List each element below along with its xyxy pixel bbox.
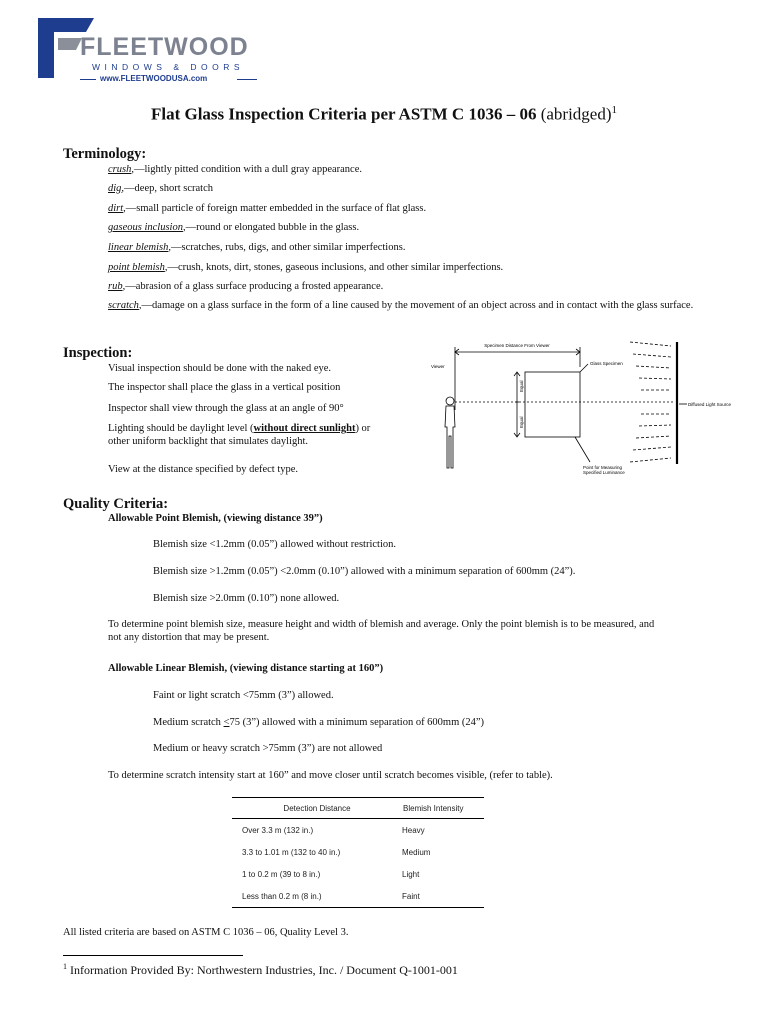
title-suffix: (abridged) — [540, 104, 612, 124]
title-footnote-mark: 1 — [611, 104, 618, 116]
term-definition: ,—scratches, rubs, digs, and other similar imperfections. — [168, 242, 406, 253]
term-entry — [108, 281, 708, 293]
table-row — [232, 841, 484, 863]
term-definition: ,—deep, short scratch — [121, 183, 213, 194]
term-definition: ,—abrasion of a glass surface producing a frosted appearance. — [122, 281, 384, 292]
term-name: dirt — [108, 203, 124, 214]
term-entry — [108, 242, 708, 254]
table-cell: 1 to 0.2 m (39 to 8 in.) — [242, 869, 321, 879]
lighting-text-emphasis: without direct sunlight — [253, 423, 356, 434]
point-note-line-1: To determine point blemish size, measure height and width of blemish and average. Only the point blemish is to be measured, and — [108, 619, 655, 630]
term-definition: ,—small particle of foreign matter embedded in the surface of flat glass. — [123, 203, 427, 214]
diagram-diffused-light: Diffused Light Source — [688, 402, 731, 407]
term-entry — [108, 203, 708, 215]
inspection-line-4 — [108, 422, 370, 435]
company-logo — [36, 14, 268, 82]
lighting-text-pre: Lighting should be daylight level ( — [108, 423, 254, 434]
footnote-mark: 1 — [63, 962, 67, 971]
diagram-equal-top: Equal — [519, 380, 524, 392]
lighting-text-post: ) or — [355, 423, 371, 434]
table-cell: Heavy — [402, 825, 425, 835]
term-name: dig — [108, 183, 122, 194]
logo-rule-right — [237, 79, 257, 80]
point-rule: Blemish size >1.2mm (0.05”) <2.0mm (0.10”) allowed with a minimum separation of 600mm (24”). — [153, 566, 576, 577]
diagram-specimen-distance: Specimen Distance From Viewer — [484, 343, 550, 348]
table-cell: Light — [402, 869, 420, 879]
table-header-row — [232, 798, 484, 819]
inspection-line-2: The inspector shall place the glass in a vertical position — [108, 382, 341, 393]
footnote — [63, 962, 458, 978]
logo-website[interactable]: www.FLEETWOODUSA.com — [100, 74, 208, 83]
scratch-note: To determine scratch intensity start at 160” and move closer until scratch becomes visible, (refer to table). — [108, 770, 553, 781]
table-row — [232, 819, 484, 842]
linear-rule-2-symbol: < — [223, 717, 230, 728]
term-name: scratch — [108, 300, 139, 311]
diagram-equal-bottom: Equal — [519, 416, 524, 428]
table-row — [232, 885, 484, 908]
diagram-glass-specimen: Glass Specimen — [590, 361, 623, 366]
table-row — [232, 863, 484, 885]
table-cell: Less than 0.2 m (8 in.) — [232, 885, 402, 908]
terminology-heading: Terminology: — [63, 146, 147, 162]
table-cell: 3.3 to 1.01 m (132 to 40 in.) — [242, 847, 341, 857]
quality-heading: Quality Criteria: — [63, 496, 169, 512]
logo-brand: FLEETWOOD — [80, 33, 249, 61]
term-name: crush — [108, 164, 132, 175]
logo-rule-left — [80, 79, 96, 80]
linear-rule-2-post: 75 (3”) allowed with a minimum separation of 600mm (24”) — [229, 717, 485, 728]
term-name: point blemish — [108, 262, 165, 273]
linear-rule-3: Medium or heavy scratch >75mm (3”) are not allowed — [153, 743, 383, 754]
title-main: Flat Glass Inspection Criteria per ASTM C 1036 – 06 — [150, 104, 537, 124]
point-rule: Blemish size >2.0mm (0.10”) none allowed. — [153, 593, 340, 604]
inspection-line-6: View at the distance specified by defect type. — [108, 464, 299, 475]
table-cell: Over 3.3 m (132 in.) — [242, 825, 314, 835]
term-name: rub — [108, 281, 123, 292]
term-entry — [108, 262, 708, 274]
inspection-line-5: other uniform backlight that simulates daylight. — [108, 436, 309, 447]
diagram-viewer: Viewer — [431, 364, 445, 369]
linear-rule-1: Faint or light scratch <75mm (3”) allowed. — [153, 690, 334, 701]
diagram-point-label-2: Specified Luminance — [583, 470, 625, 475]
logo-tagline: WINDOWS & DOORS — [92, 62, 245, 72]
term-entry — [108, 183, 708, 195]
term-entry — [108, 164, 708, 176]
linear-rule-2 — [153, 716, 484, 729]
term-definition: ,—round or elongated bubble in the glass. — [182, 222, 360, 233]
linear-blemish-heading: Allowable Linear Blemish, (viewing distance starting at 160”) — [108, 663, 384, 674]
term-definition: ,—damage on a glass surface in the form of a line caused by the movement of an object across and in contact with the glass surface. — [138, 300, 694, 311]
inspection-heading: Inspection: — [63, 345, 133, 361]
table-cell: Medium — [402, 847, 431, 857]
term-entry — [108, 300, 708, 312]
term-entry — [108, 222, 708, 234]
inspection-line-3: Inspector shall view through the glass at an angle of 90° — [108, 403, 344, 414]
linear-rule-2-pre: Medium scratch — [153, 717, 224, 728]
inspection-line-1: Visual inspection should be done with the naked eye. — [108, 363, 332, 374]
page-title — [0, 104, 768, 125]
term-definition: ,—lightly pitted condition with a dull gray appearance. — [131, 164, 362, 175]
point-rule: Blemish size <1.2mm (0.05”) allowed without restriction. — [153, 539, 397, 550]
term-name: linear blemish — [108, 242, 169, 253]
point-blemish-heading: Allowable Point Blemish, (viewing distance 39”) — [108, 513, 323, 524]
term-definition: ,—crush, knots, dirt, stones, gaseous inclusions, and other similar imperfections. — [164, 262, 504, 273]
term-name: gaseous inclusion — [108, 222, 183, 233]
criteria-basis: All listed criteria are based on ASTM C 1036 – 06, Quality Level 3. — [63, 927, 349, 938]
scratch-intensity-table — [232, 797, 484, 908]
footnote-rule — [63, 955, 243, 956]
inspection-setup-diagram — [425, 332, 731, 482]
diagram-point-label-1: Point for Measuring — [583, 465, 623, 470]
table-cell: Faint — [402, 885, 484, 908]
table-header-cell: Detection Distance — [232, 798, 402, 819]
footnote-text: Information Provided By: Northwestern Industries, Inc. / Document Q-1001-001 — [67, 963, 458, 977]
table-header-cell: Blemish Intensity — [402, 798, 484, 819]
point-note-line-2: not any distortion that may be present. — [108, 632, 270, 643]
